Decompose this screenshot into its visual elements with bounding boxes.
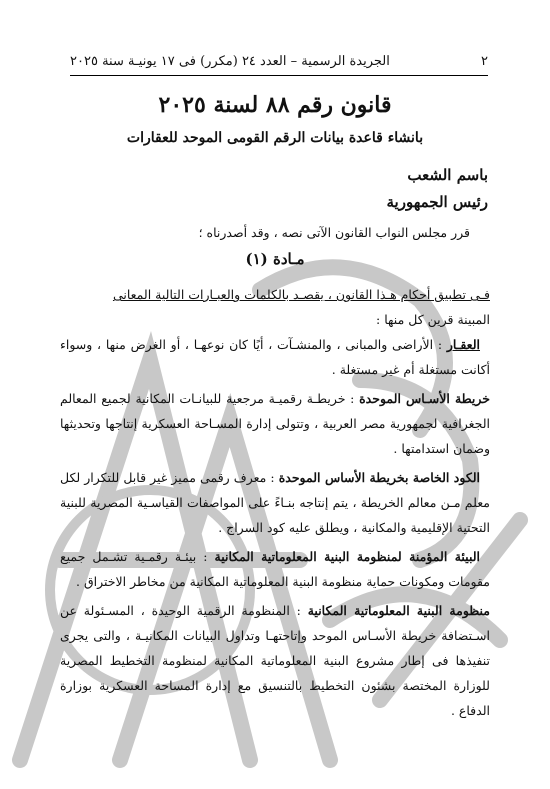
definition-term: خريطة الأسـاس الموحدة	[359, 391, 490, 406]
definition-item	[60, 544, 490, 594]
definition-text: : خريطـة رقميـة مرجعية للبيانـات المكانية لجميع المعالم الجغرافية لجمهورية مصر العربية ، وتتولى إدارة المسـاحة العسكرية إنتاجها وتحديثها وضمان استدامتها .	[60, 391, 490, 456]
definition-term: منظومة البنية المعلوماتية المكانية	[307, 603, 490, 618]
president-heading: رئيس الجمهورية	[386, 193, 488, 211]
definition-term: البيئة المؤمنة لمنظومة البنية المعلوماتية المكانية	[214, 549, 480, 564]
article-body	[60, 282, 490, 723]
definition-term: الكود الخاصة بخريطة الأساس الموحدة	[278, 470, 481, 485]
header-divider	[70, 75, 488, 76]
article-intro-line1: فـى تطبيق أحكام هـذا القانون ، يقصـد بالكلمات والعبـارات التالية المعانى	[112, 287, 490, 302]
article-heading: مـادة (١)	[245, 250, 305, 268]
definition-item	[60, 332, 490, 382]
law-subtitle: بانشاء قاعدة بيانات الرقم القومى الموحد للعقارات	[126, 130, 424, 146]
definition-term: العقـار	[446, 337, 480, 352]
definition-item	[60, 465, 490, 540]
in-name-of-people: باسم الشعب	[407, 166, 488, 184]
definition-text: : بيئـة رقمـية تشـمل جميع مقومات ومكونات حماية منظومة البنية المعلوماتية المكانية من مخاطر الاختراق .	[60, 549, 490, 589]
definition-item	[60, 386, 490, 461]
law-title: قانون رقم ٨٨ لسنة ٢٠٢٥	[158, 92, 392, 118]
definition-text: : الأراضى والمبانى ، والمنشـآت ، أيًا كان نوعهـا ، أو الغرض منها ، وسواء أكانت مستغلة أم غير مستغلة .	[60, 337, 490, 377]
preamble: قرر مجلس النواب القانون الآتى نصه ، وقد أصدرناه ؛	[198, 225, 470, 240]
publication-info: الجريدة الرسمية – العدد ٢٤ (مكرر) فى ١٧ يونيـة سنة ٢٠٢٥	[70, 53, 390, 69]
definition-text: : المنظومة الرقمية الوحيدة ، المسـئولة عن اسـتضافة خريطة الأسـاس الموحد وإتاحتهـا وتداول البيانات المكانيـة ، والتى يجرى تنفيذها فى إطار مشروع البنية المعلوماتية المكانية لمنظومة التخطيط المصرية للوزارة المختصة بشئون التخطيط بالتنسيق مع إدارة المساحة العسكرية بوزارة الدفاع .	[60, 603, 490, 718]
page-number: ٢	[481, 53, 488, 69]
page-header	[70, 50, 488, 72]
article-intro-line2: المبينة قرين كل منها :	[376, 312, 490, 327]
definition-item	[60, 598, 490, 723]
definition-text: : معرف رقمى مميز غير قابل للتكرار لكل معلم مـن معالم الخريطة ، يتم إنتاجه بنـاءً على المواصفات القياسـية المصرية للبنية التحتية الإقليمية والمكانية ، ويطلق عليه كود السراج .	[60, 470, 490, 535]
